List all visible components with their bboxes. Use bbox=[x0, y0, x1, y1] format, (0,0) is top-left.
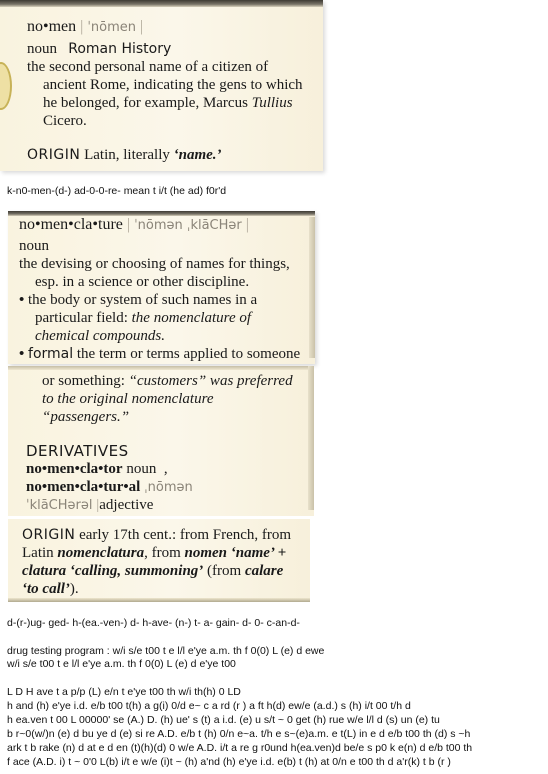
origin-line bbox=[22, 562, 283, 580]
register-label: Roman History bbox=[68, 41, 172, 57]
definition-text: he belonged, for example, Marcus bbox=[43, 95, 248, 111]
ocr-text-line: k-n0-men-(d-) ad-0-0-re- mean t i/t (he ad) f0r'd bbox=[7, 185, 227, 197]
card-right-edge bbox=[308, 366, 314, 510]
card-top-band bbox=[0, 0, 323, 7]
origin-word: calare bbox=[244, 563, 284, 579]
origin-line bbox=[22, 526, 291, 544]
pronunciation: ˈnōmen bbox=[87, 20, 137, 35]
derivative-comma: , bbox=[163, 461, 168, 477]
origin-word: nomen ‘name’ + bbox=[184, 545, 287, 561]
pron-separator: | bbox=[245, 216, 249, 233]
ocr-text-line: b r~0(w/)n (e) d bu ye d (e) si re A.D. e/b t (h) 0/n e~a. t/h e s~(e)a.m. e t(L) in e d e/b t00 th (d) s ~h bbox=[7, 728, 471, 740]
origin-line bbox=[22, 580, 79, 598]
definition-line: esp. in a science or other discipline. bbox=[35, 274, 250, 290]
origin-gloss: ‘name.’ bbox=[173, 147, 222, 163]
dictionary-card-continued bbox=[8, 366, 314, 516]
origin-line bbox=[27, 146, 222, 164]
sense-example: to the original nomenclature bbox=[42, 391, 214, 407]
headword: no•men bbox=[27, 18, 77, 35]
origin-text: , from bbox=[144, 545, 181, 561]
derivative-pos: adjective bbox=[99, 497, 154, 513]
definition-line: the devising or choosing of names for things, bbox=[19, 256, 290, 272]
entry-headword-line bbox=[19, 216, 249, 235]
origin-text: Latin, literally bbox=[84, 147, 170, 163]
origin-word: clatura ‘calling, summoning’ bbox=[22, 563, 204, 579]
origin-text: early 17th cent.: from French, from bbox=[79, 527, 292, 543]
definition-line: ancient Rome, indicating the gens to which bbox=[43, 77, 303, 93]
derivatives-label: DERIVATIVES bbox=[26, 442, 129, 460]
sense-text: the body or system of such names in a bbox=[28, 292, 258, 308]
sense-text: particular field: bbox=[35, 310, 128, 326]
bullet-icon: • bbox=[19, 292, 25, 308]
pron-separator: | bbox=[126, 216, 131, 233]
derivative-line bbox=[26, 478, 193, 497]
part-of-speech: noun bbox=[19, 238, 49, 254]
origin-text: (from bbox=[207, 563, 242, 579]
ocr-text-line: d-(r-)ug- ged- h-(ea.-ven-) d- h-ave- (n-) t- a- gain- d- 0- c-an-d- bbox=[7, 617, 300, 629]
ocr-text-line: L D H ave t a p/p (L) e/n t e'ye t00 th w/i th(h) 0 LD bbox=[7, 686, 241, 698]
derivative-pronunciation: ˈklāCHərəl bbox=[26, 498, 93, 513]
derivative-line bbox=[26, 460, 168, 478]
ocr-text-line: h and (h) e'ye i.d. e/b t00 t(h) a g(i) 0/d e~ c a rd (r ) a ft h(d) ew/e (a.d.) s (h) i/t 00 t/h d bbox=[7, 700, 411, 712]
pron-separator: | bbox=[140, 18, 144, 35]
bullet-icon: • bbox=[19, 346, 25, 362]
definition-line: Cicero. bbox=[43, 113, 87, 129]
origin-text: Latin bbox=[22, 545, 54, 561]
ocr-text-line: h ea.ven t 00 L 00000' se (A.) D. (h) ue' s (t) a i.d. (e) u s/t ~ 0 get (h) rue w/e l/l d (s) un (e) tu bbox=[7, 714, 440, 726]
example-name: Tullius bbox=[251, 95, 293, 111]
card-top-band bbox=[8, 366, 314, 370]
sense-text: or something: bbox=[42, 373, 125, 389]
derivative-pos: noun bbox=[126, 461, 157, 477]
sense-line bbox=[42, 372, 293, 390]
definition-line: the second personal name of a citizen of bbox=[27, 59, 269, 75]
sense-example: “customers” was preferred bbox=[128, 373, 293, 389]
sense-line bbox=[19, 345, 300, 363]
ocr-text-line: f ace (A.D. i) t ~ 0'0 L(b) i/t e w/e (i)t ~ (h) a'nd (h) e'ye i.d. e(b) t (h) at 0/n e t00 th d a'r(k) t b (r ) bbox=[7, 756, 451, 768]
dictionary-card-nomenclature bbox=[8, 211, 315, 364]
definition-line bbox=[43, 94, 293, 112]
pronunciation: ˈnōmən ˌklāCHər bbox=[134, 218, 242, 233]
origin-label: ORIGIN bbox=[22, 527, 76, 543]
sense-line bbox=[35, 309, 251, 327]
dictionary-card-origin bbox=[8, 519, 310, 602]
derivative-word: no•men•cla•tur•al bbox=[26, 479, 141, 495]
pron-separator: | bbox=[96, 497, 100, 513]
card-bottom-band bbox=[8, 598, 310, 602]
derivative-pronunciation: ˌnōmən bbox=[144, 480, 193, 495]
sense-text: the term or terms applied to someone bbox=[76, 346, 301, 362]
register-label: formal bbox=[28, 346, 74, 362]
page-curl-icon bbox=[0, 62, 12, 110]
origin-word: ‘to call’ bbox=[22, 581, 70, 597]
dictionary-card-nomen bbox=[0, 0, 323, 171]
sense-line bbox=[19, 291, 257, 309]
origin-line bbox=[22, 544, 286, 562]
pron-separator: | bbox=[80, 18, 84, 35]
sense-example: chemical compounds. bbox=[35, 328, 165, 344]
part-of-speech-line bbox=[27, 40, 171, 58]
part-of-speech: noun bbox=[27, 41, 57, 57]
headword: no•men•cla•ture bbox=[19, 216, 123, 233]
derivative-word: no•men•cla•tor bbox=[26, 461, 123, 477]
ocr-text-line: w/i s/e t00 t e l/l e'ye a.m. th f 0(0) L (e) d e'ye t00 bbox=[7, 658, 236, 670]
ocr-text-line: drug testing program : w/i s/e t00 t e l/l e'ye a.m. th f 0(0) L (e) d ewe bbox=[7, 645, 325, 657]
sense-example: “passengers.” bbox=[42, 409, 130, 425]
card-right-edge bbox=[309, 217, 315, 358]
entry-headword-line bbox=[27, 18, 143, 37]
origin-word: nomenclatura bbox=[57, 545, 145, 561]
sense-example: the nomenclature of bbox=[131, 310, 252, 326]
ocr-text-line: ark t b rake (n) d at e d en (t)(h)(d) 0 w/e A.D. i/t a re g r0und h(ea.ven)d be/e s p0 k e(n) d e/b t00 th bbox=[7, 742, 473, 754]
origin-label: ORIGIN bbox=[27, 147, 81, 163]
origin-text: ). bbox=[69, 581, 79, 597]
derivative-line bbox=[26, 496, 153, 515]
